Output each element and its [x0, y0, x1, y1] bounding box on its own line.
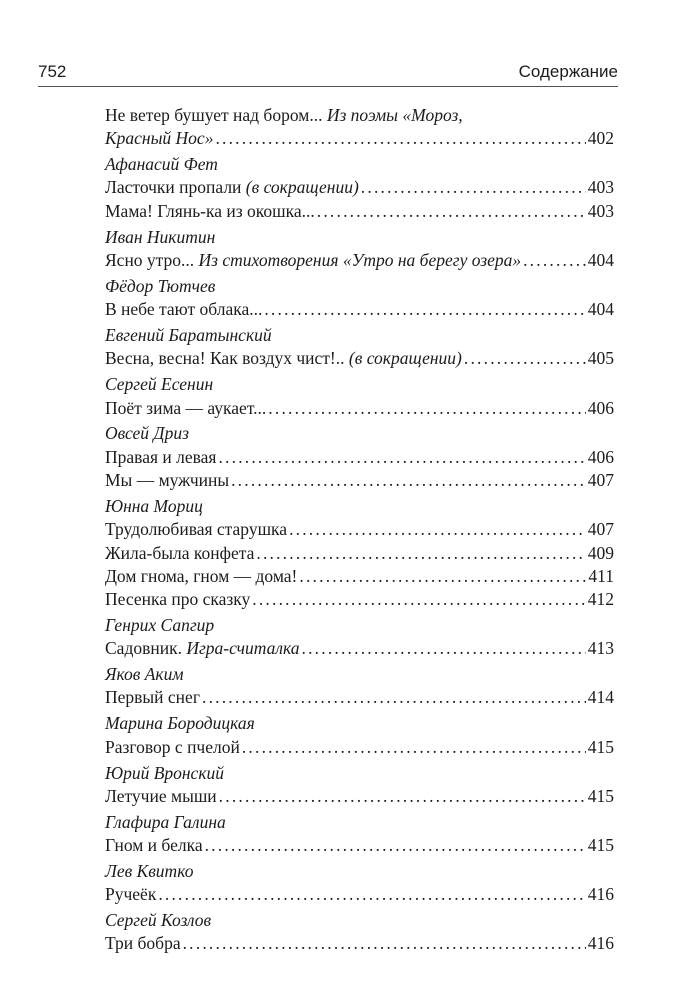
toc-entry-first-line1	[105, 104, 614, 127]
toc-author: Фёдор Тютчев	[105, 275, 216, 296]
toc-entry-page: 416	[587, 933, 614, 954]
toc-author: Сергей Козлов	[105, 910, 212, 931]
toc-entry-page: 414	[587, 687, 614, 708]
dot-leader	[299, 565, 586, 588]
toc-entry-title: Песенка про сказку	[105, 589, 251, 610]
toc-entry-title: Дом гнома, гном — дома!	[105, 565, 298, 586]
toc-entry-title: Правая и левая	[105, 446, 217, 467]
toc-groups	[105, 151, 614, 956]
toc-author: Юрий Вронский	[105, 762, 225, 783]
dot-leader	[317, 200, 586, 223]
toc-author: Афанасий Фет	[105, 154, 218, 175]
toc-entry-title-wrap	[105, 200, 315, 223]
toc-entry-page: 407	[587, 519, 614, 540]
toc-entry-page: 403	[587, 200, 614, 221]
toc-entry-page: 415	[587, 785, 614, 806]
toc-entry-page: 404	[587, 299, 614, 320]
toc-entry-page: 404	[587, 249, 614, 270]
toc-entry-title-wrap	[105, 298, 262, 321]
table-of-contents	[105, 104, 614, 956]
dot-leader	[523, 249, 586, 272]
dot-leader	[202, 686, 586, 709]
toc-entry-title-wrap	[105, 176, 359, 199]
toc-entry-note: Из поэмы «Мороз,	[326, 105, 463, 125]
toc-entry-title: Ясно утро...	[105, 249, 195, 270]
toc-author: Иван Никитин	[105, 226, 216, 247]
dot-leader	[289, 518, 586, 541]
section-title: Содержание	[518, 62, 618, 81]
toc-entry[interactable]	[105, 785, 614, 808]
toc-author: Лев Квитко	[105, 860, 194, 881]
dot-leader	[264, 298, 585, 321]
toc-entry-title-wrap	[105, 932, 181, 955]
toc-entry[interactable]	[105, 397, 614, 420]
toc-entry-title-wrap	[105, 347, 462, 370]
toc-entry-title: Летучие мыши	[105, 785, 217, 806]
toc-entry-title-cont: Красный Нос»	[105, 128, 214, 149]
toc-entry[interactable]	[105, 637, 614, 660]
toc-entry-title: Ручеёк	[105, 884, 157, 905]
toc-author: Глафира Галина	[105, 811, 226, 832]
toc-entry-title-wrap	[105, 785, 217, 808]
toc-entry-title-wrap	[105, 542, 254, 565]
toc-entry-page: 415	[587, 736, 614, 757]
toc-entry-title-wrap	[105, 469, 229, 492]
toc-entry[interactable]	[105, 588, 614, 611]
toc-entry-page: 411	[588, 565, 614, 586]
toc-entry[interactable]	[105, 932, 614, 955]
toc-entry-note: Из стихотворения «Утро на берегу озера»	[198, 249, 522, 270]
toc-entry-title-wrap	[105, 397, 266, 420]
toc-entry-first-line2	[105, 127, 614, 150]
toc-entry-page: 413	[587, 638, 614, 659]
toc-entry-title-wrap	[105, 883, 156, 906]
toc-entry-note: Игра-считалка	[186, 638, 300, 659]
toc-author: Евгений Баратынский	[105, 325, 272, 346]
toc-entry-page: 402	[587, 128, 614, 149]
dot-leader	[218, 446, 585, 469]
dot-leader	[268, 397, 585, 420]
toc-entry-title-wrap	[105, 736, 240, 759]
dot-leader	[464, 347, 586, 370]
toc-entry-page: 416	[587, 884, 614, 905]
toc-entry[interactable]	[105, 518, 614, 541]
toc-entry-title: Жила-была конфета	[105, 542, 255, 563]
dot-leader	[256, 542, 585, 565]
toc-entry-page: 415	[587, 835, 614, 856]
toc-author: Сергей Есенин	[105, 374, 214, 395]
toc-entry-title: Мы — мужчины	[105, 470, 230, 491]
toc-entry-page: 407	[587, 470, 614, 491]
toc-entry-title-wrap	[105, 249, 521, 272]
toc-entry-title-wrap	[105, 834, 203, 857]
toc-entry-title-wrap	[105, 518, 287, 541]
toc-entry-title-wrap	[105, 686, 200, 709]
toc-entry-title: Трудолюбивая старушка	[105, 519, 288, 540]
toc-entry[interactable]	[105, 298, 614, 321]
toc-entry[interactable]	[105, 200, 614, 223]
dot-leader	[158, 883, 585, 906]
page-number: 752	[38, 62, 67, 81]
toc-author: Яков Аким	[105, 664, 184, 685]
dot-leader	[183, 932, 586, 955]
dot-leader	[302, 637, 586, 660]
toc-entry-title: Ласточки пропали	[105, 177, 242, 198]
toc-entry-title: Первый снег	[105, 687, 200, 708]
toc-entry-title: Весна, весна! Как воздух чист!..	[105, 348, 345, 369]
toc-entry[interactable]	[105, 542, 614, 565]
toc-entry[interactable]	[105, 469, 614, 492]
dot-leader	[242, 736, 586, 759]
toc-entry-title: Мама! Глянь-ка из окошка...	[105, 200, 315, 221]
toc-entry-title-wrap	[105, 565, 297, 588]
toc-entry[interactable]	[105, 883, 614, 906]
dot-leader	[361, 176, 586, 199]
page-header	[38, 56, 618, 87]
toc-entry[interactable]	[105, 686, 614, 709]
toc-entry[interactable]	[105, 347, 614, 370]
toc-author: Юнна Мориц	[105, 495, 203, 516]
toc-entry[interactable]	[105, 446, 614, 469]
toc-entry[interactable]	[105, 834, 614, 857]
toc-entry-note: (в сокращении)	[348, 348, 462, 369]
toc-entry[interactable]	[105, 565, 614, 588]
toc-entry-title: Разговор с пчелой	[105, 736, 240, 757]
toc-entry-title-wrap	[105, 637, 300, 660]
toc-entry-page: 406	[587, 397, 614, 418]
toc-entry-title-wrap	[105, 588, 250, 611]
toc-entry-note: (в сокращении)	[245, 177, 359, 198]
dot-leader	[219, 785, 586, 808]
toc-entry-title: Не ветер бушует над бором...	[105, 105, 323, 125]
toc-entry-title: Садовник.	[105, 638, 182, 659]
toc-entry[interactable]	[105, 176, 614, 199]
toc-entry-title: В небе тают облака...	[105, 299, 263, 320]
dot-leader	[215, 127, 585, 150]
toc-entry-page: 409	[587, 542, 614, 563]
toc-entry-title: Гном и белка	[105, 835, 203, 856]
toc-author: Овсей Дриз	[105, 423, 189, 444]
toc-entry-page: 406	[587, 446, 614, 467]
toc-entry-title: Три бобра	[105, 933, 181, 954]
toc-entry-title-wrap	[105, 446, 216, 469]
toc-entry[interactable]	[105, 736, 614, 759]
toc-entry[interactable]	[105, 249, 614, 272]
toc-author: Марина Бородицкая	[105, 713, 255, 734]
toc-entry-title: Поёт зима — аукает...	[105, 397, 267, 418]
toc-entry-page: 405	[587, 348, 614, 369]
dot-leader	[252, 588, 585, 611]
toc-entry-page: 403	[587, 177, 614, 198]
dot-leader	[231, 469, 586, 492]
toc-author: Генрих Сапгир	[105, 614, 215, 635]
toc-entry-page: 412	[587, 589, 614, 610]
dot-leader	[205, 834, 586, 857]
